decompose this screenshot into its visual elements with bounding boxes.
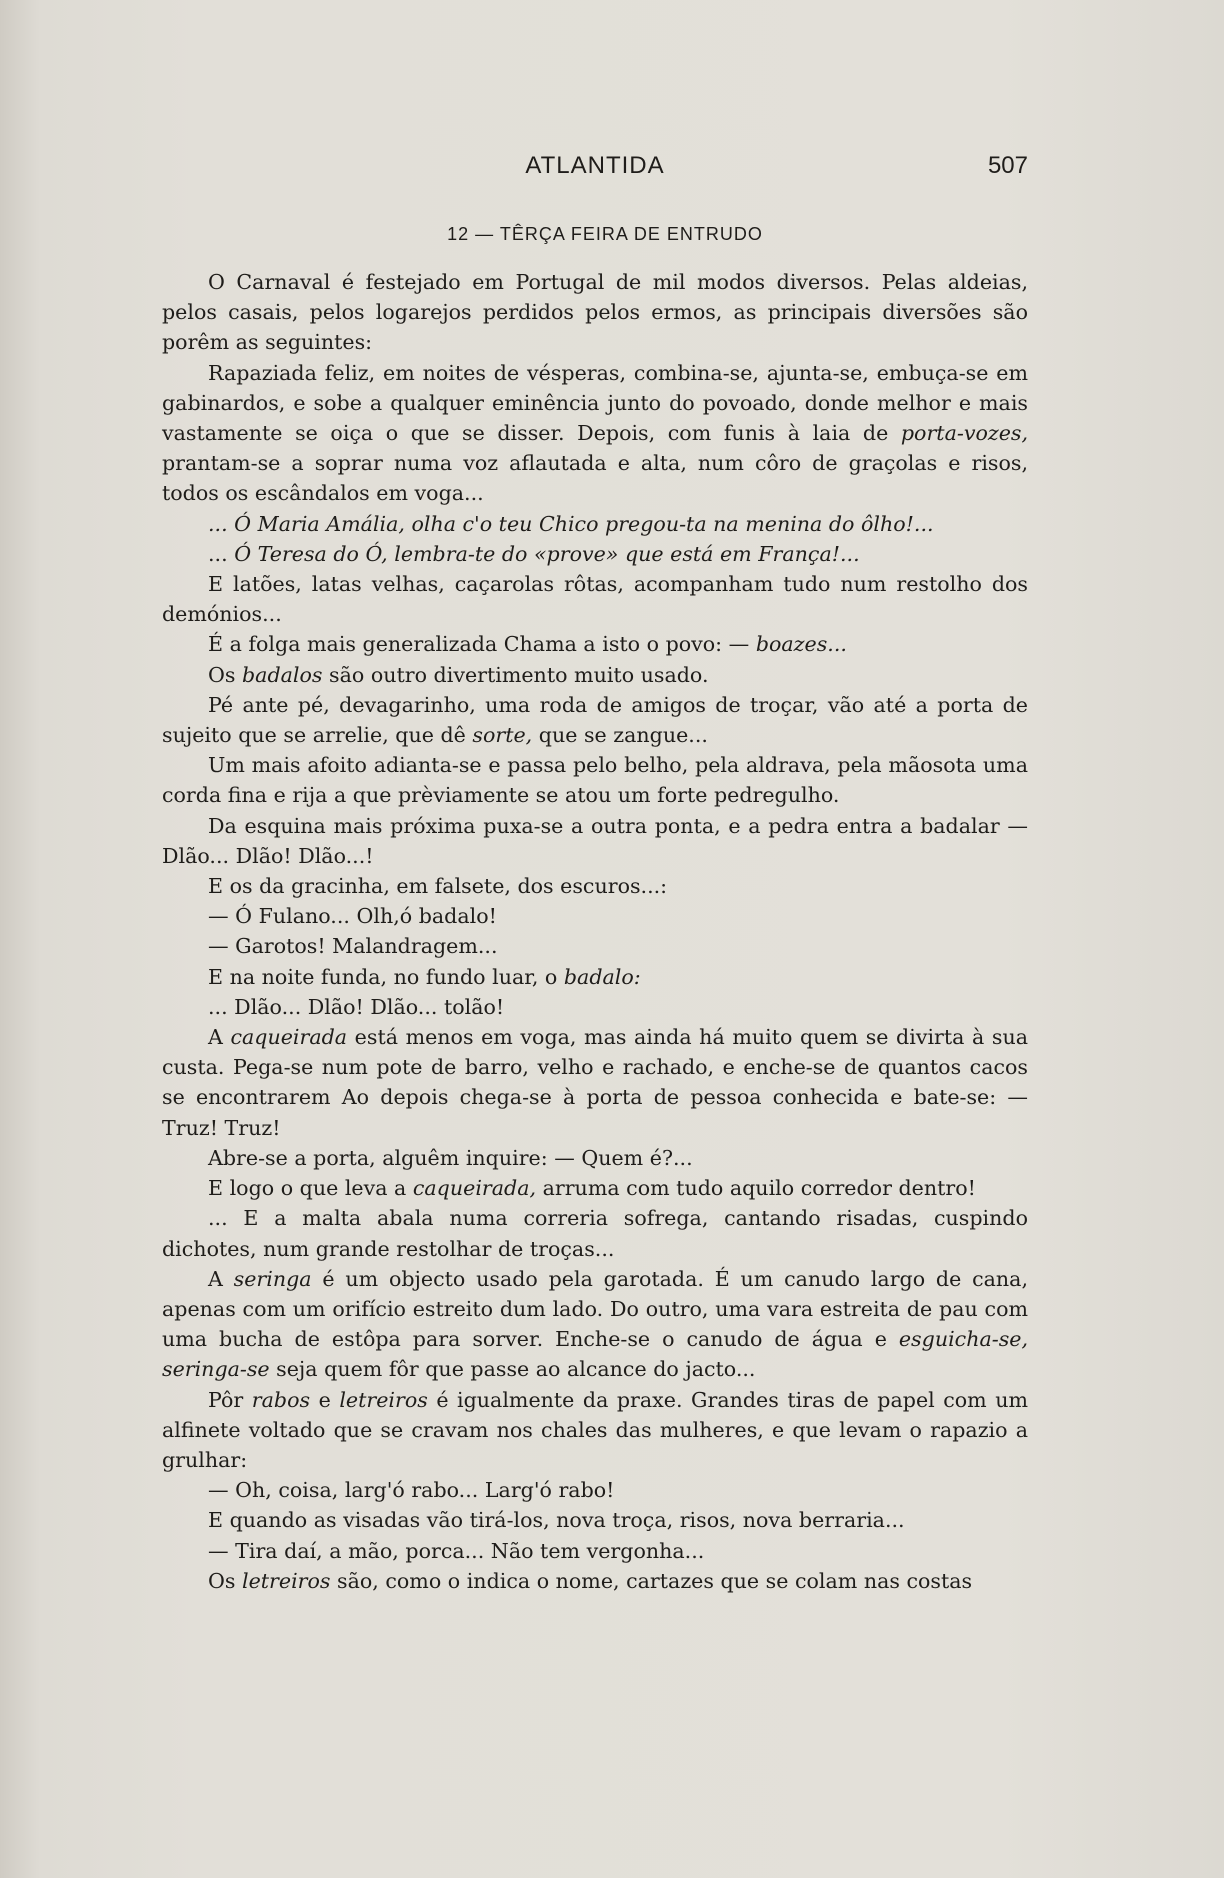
text-run: são outro divertimento muito usado. <box>322 662 709 687</box>
text-run: ... Dlão... Dlão! Dlão... tolão! <box>208 994 505 1019</box>
paragraph <box>162 750 1028 810</box>
text-run: Os <box>208 1568 242 1593</box>
text-run: Um mais afoito adianta-se e passa pelo belho, pela aldrava, pela mãosota uma corda fina e rija a que prèviamente se atou um forte pedregulho. <box>162 753 1028 808</box>
paragraph <box>162 811 1028 871</box>
italic-text: badalos <box>242 662 323 687</box>
paragraph <box>162 509 1028 539</box>
paragraph <box>162 629 1028 659</box>
paragraph <box>162 1173 1028 1203</box>
text-run: E os da gracinha, em falsete, dos escuros...: <box>208 874 668 899</box>
paragraph <box>162 569 1028 629</box>
text-run: A <box>208 1266 234 1291</box>
text-run: ... <box>208 541 235 566</box>
paragraph <box>162 1536 1028 1566</box>
italic-text: badalo: <box>563 964 641 989</box>
italic-text: letreiros <box>339 1387 428 1412</box>
paragraph <box>162 1143 1028 1173</box>
paragraph <box>162 1475 1028 1505</box>
page-number: 507 <box>987 152 1028 179</box>
text-run: Os <box>208 662 242 687</box>
text-run: seja quem fôr que passe ao alcance do jacto... <box>269 1357 756 1382</box>
text-run: — Oh, coisa, larg'ó rabo... Larg'ó rabo! <box>208 1478 615 1503</box>
text-run: arruma com tudo aquilo corredor dentro! <box>536 1176 976 1201</box>
text-run: E logo o que leva a <box>208 1176 413 1201</box>
paragraph <box>162 267 1028 358</box>
paragraph <box>162 1022 1028 1143</box>
text-run: ... E a malta abala numa correria sofrega, cantando risadas, cuspindo dichotes, num grande restolhar de troças... <box>162 1206 1028 1261</box>
text-run: Pé ante pé, devagarinho, uma roda de amigos de troçar, vão até a porta de sujeito que se arrelie, que dê <box>162 692 1028 748</box>
text-run: é igualmente da praxe. Grandes tiras de papel com um alfinete voltado que se cravam nos chales das mulheres, e que levam o rapazio a grulhar: <box>162 1387 1029 1472</box>
text-block <box>162 152 1028 1596</box>
italic-text: ... Ó Maria Amália, olha c'o teu Chico pregou-ta na menina do ôlho!... <box>208 511 934 536</box>
paragraph <box>162 1385 1028 1476</box>
text-run: E quando as visadas vão tirá-los, nova troça, risos, nova berraria... <box>208 1508 905 1533</box>
text-run: é um objecto usado pela garotada. É um canudo largo de cana, apenas com um orifício estreito dum lado. Do outro, uma vara estreita de pau com uma bucha de estôpa para sorver. Enche-se o canudo de água e <box>162 1266 1028 1352</box>
paragraph <box>162 358 1028 509</box>
paragraph <box>162 962 1028 992</box>
paragraph <box>162 901 1028 931</box>
italic-text: sorte, <box>472 723 533 748</box>
italic-text: esguicha-se, seringa-se <box>162 1327 1028 1382</box>
paragraph <box>162 539 1028 569</box>
italic-text: caqueirada, <box>412 1176 537 1201</box>
italic-text: porta-vozes, <box>900 421 1028 446</box>
section-title: 12 — TÊRÇA FEIRA DE ENTRUDO <box>447 224 763 244</box>
italic-text: rabos <box>251 1387 311 1412</box>
text-run: Abre-se a porta, alguêm inquire: — Quem é?... <box>208 1145 693 1170</box>
text-run: — Garotos! Malandragem... <box>208 934 498 959</box>
paragraph <box>162 931 1028 961</box>
italic-text: seringa <box>233 1266 312 1291</box>
text-run: está menos em voga, mas ainda há muito quem se divirta à sua custa. Pega-se num pote de barro, velho e rachado, e enche-se de quantos cacos se encontrarem Ao depois chega-se à porta de pessoa conhecida e bate-se: — Truz! Truz! <box>162 1025 1029 1140</box>
text-run: Da esquina mais próxima puxa-se a outra ponta, e a pedra entra a badalar — Dlão... Dlão! Dlão...! <box>162 813 1028 868</box>
paragraph <box>162 1203 1028 1263</box>
text-run: prantam-se a soprar numa voz aflautada e alta, num côro de graçolas e risos, todos os escândalos em voga... <box>162 451 1028 506</box>
text-run: — Tira daí, a mão, porca... Não tem vergonha... <box>208 1538 705 1563</box>
text-run: A <box>208 1025 231 1050</box>
text-run: — Ó Fulano... Olh,ó badalo! <box>208 904 497 929</box>
paragraph <box>162 871 1028 901</box>
text-run: E na noite funda, no fundo luar, o <box>208 964 564 989</box>
paragraph <box>162 660 1028 690</box>
text-run: são, como o indica o nome, cartazes que se colam nas costas <box>330 1568 973 1593</box>
italic-text: boazes... <box>755 632 847 657</box>
text-run: Rapaziada feliz, em noites de vésperas, combina-se, ajunta-se, embuça-se em gabinardos, e sobe a qualquer eminência junto do povoado, donde melhor e mais vastamente se oiça o que se disser. Depois, com funis à laia de <box>162 360 1028 446</box>
text-run: É a folga mais generalizada Chama a isto o povo: — <box>208 632 756 657</box>
text-run: O Carnaval é festejado em Portugal de mil modos diversos. Pelas aldeias, pelos casais, pelos logarejos perdidos pelos ermos, as principais diversões são porêm as seguintes: <box>162 270 1028 355</box>
text-run: e <box>310 1387 340 1412</box>
paragraph <box>162 1505 1028 1535</box>
paragraph <box>162 992 1028 1022</box>
text-run: Pôr <box>208 1387 252 1412</box>
italic-text: letreiros <box>242 1568 331 1593</box>
paragraph <box>162 690 1028 750</box>
italic-text: Ó Teresa do Ó, lembra-te do «prove» que está em França!... <box>234 541 860 566</box>
italic-text: caqueirada <box>230 1025 348 1050</box>
text-run: E latões, latas velhas, caçarolas rôtas, acompanham tudo num restolho dos demónios... <box>162 572 1028 627</box>
body-text <box>162 267 1028 1596</box>
running-head-title: ATLANTIDA <box>525 152 665 179</box>
paragraph <box>162 1566 1028 1596</box>
running-head <box>162 152 1028 192</box>
paragraph <box>162 1264 1028 1385</box>
text-run: que se zangue... <box>532 723 708 748</box>
